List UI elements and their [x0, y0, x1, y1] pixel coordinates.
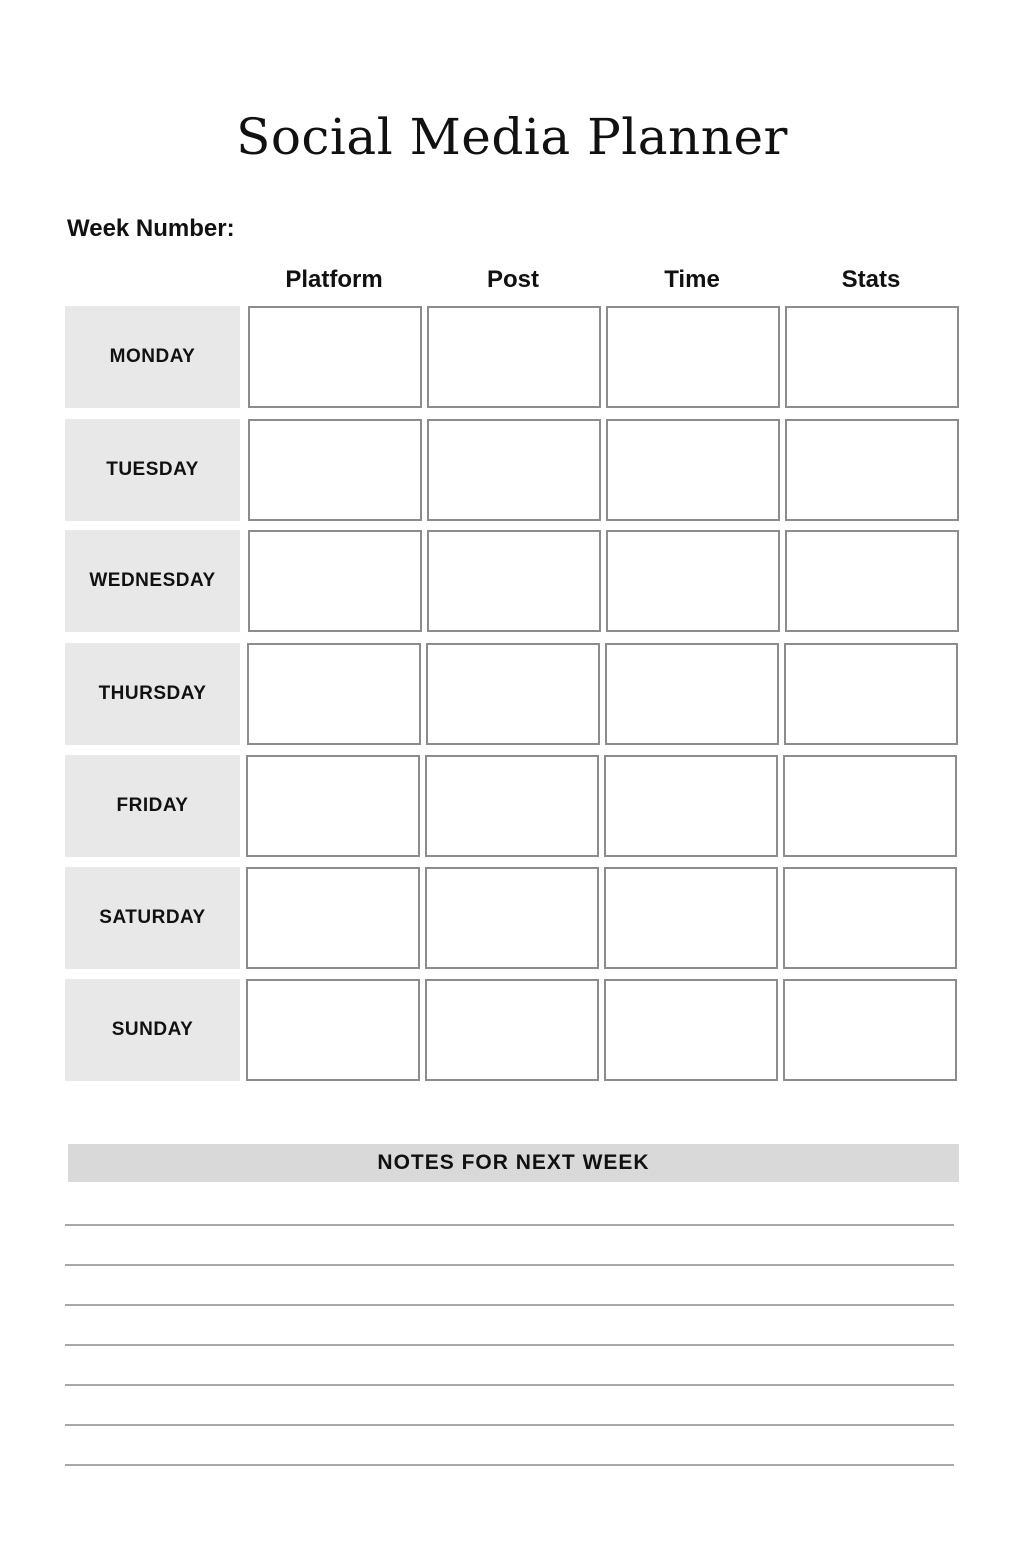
- wednesday-platform-cell[interactable]: [248, 530, 422, 632]
- monday-post-cell[interactable]: [427, 306, 601, 408]
- note-line[interactable]: [65, 1344, 954, 1346]
- saturday-time-cell[interactable]: [604, 867, 778, 969]
- note-line[interactable]: [65, 1264, 954, 1266]
- tuesday-time-cell[interactable]: [606, 419, 780, 521]
- week-number-label: Week Number:: [67, 215, 235, 242]
- saturday-post-cell[interactable]: [425, 867, 599, 969]
- note-line[interactable]: [65, 1224, 954, 1226]
- friday-time-cell[interactable]: [604, 755, 778, 857]
- sunday-post-cell[interactable]: [425, 979, 599, 1081]
- thursday-platform-cell[interactable]: [247, 643, 421, 745]
- monday-stats-cell[interactable]: [785, 306, 959, 408]
- column-header-time: Time: [664, 266, 720, 293]
- day-label-sunday: SUNDAY: [65, 979, 240, 1081]
- saturday-platform-cell[interactable]: [246, 867, 420, 969]
- notes-heading-label: NOTES FOR NEXT WEEK: [377, 1151, 650, 1174]
- day-label-saturday: SATURDAY: [65, 867, 240, 969]
- monday-platform-cell[interactable]: [248, 306, 422, 408]
- saturday-stats-cell[interactable]: [783, 867, 957, 969]
- note-line[interactable]: [65, 1384, 954, 1386]
- notes-heading: [68, 1144, 959, 1182]
- friday-platform-cell[interactable]: [246, 755, 420, 857]
- thursday-stats-cell[interactable]: [784, 643, 958, 745]
- column-header-post: Post: [486, 266, 539, 293]
- sunday-time-cell[interactable]: [604, 979, 778, 1081]
- column-header-platform: Platform: [285, 266, 383, 293]
- sunday-stats-cell[interactable]: [783, 979, 957, 1081]
- monday-time-cell[interactable]: [606, 306, 780, 408]
- day-label-monday: MONDAY: [65, 306, 240, 408]
- wednesday-post-cell[interactable]: [427, 530, 601, 632]
- day-label-friday: FRIDAY: [65, 755, 240, 857]
- tuesday-platform-cell[interactable]: [248, 419, 422, 521]
- tuesday-stats-cell[interactable]: [785, 419, 959, 521]
- note-line[interactable]: [65, 1304, 954, 1306]
- friday-stats-cell[interactable]: [783, 755, 957, 857]
- wednesday-time-cell[interactable]: [606, 530, 780, 632]
- wednesday-stats-cell[interactable]: [785, 530, 959, 632]
- column-header-stats: Stats: [841, 266, 901, 293]
- thursday-time-cell[interactable]: [605, 643, 779, 745]
- day-label-wednesday: WEDNESDAY: [65, 530, 240, 632]
- page-title: Social Media Planner: [236, 108, 788, 166]
- thursday-post-cell[interactable]: [426, 643, 600, 745]
- day-label-tuesday: TUESDAY: [65, 419, 240, 521]
- note-line[interactable]: [65, 1424, 954, 1426]
- friday-post-cell[interactable]: [425, 755, 599, 857]
- sunday-platform-cell[interactable]: [246, 979, 420, 1081]
- tuesday-post-cell[interactable]: [427, 419, 601, 521]
- note-line[interactable]: [65, 1464, 954, 1466]
- day-label-thursday: THURSDAY: [65, 643, 240, 745]
